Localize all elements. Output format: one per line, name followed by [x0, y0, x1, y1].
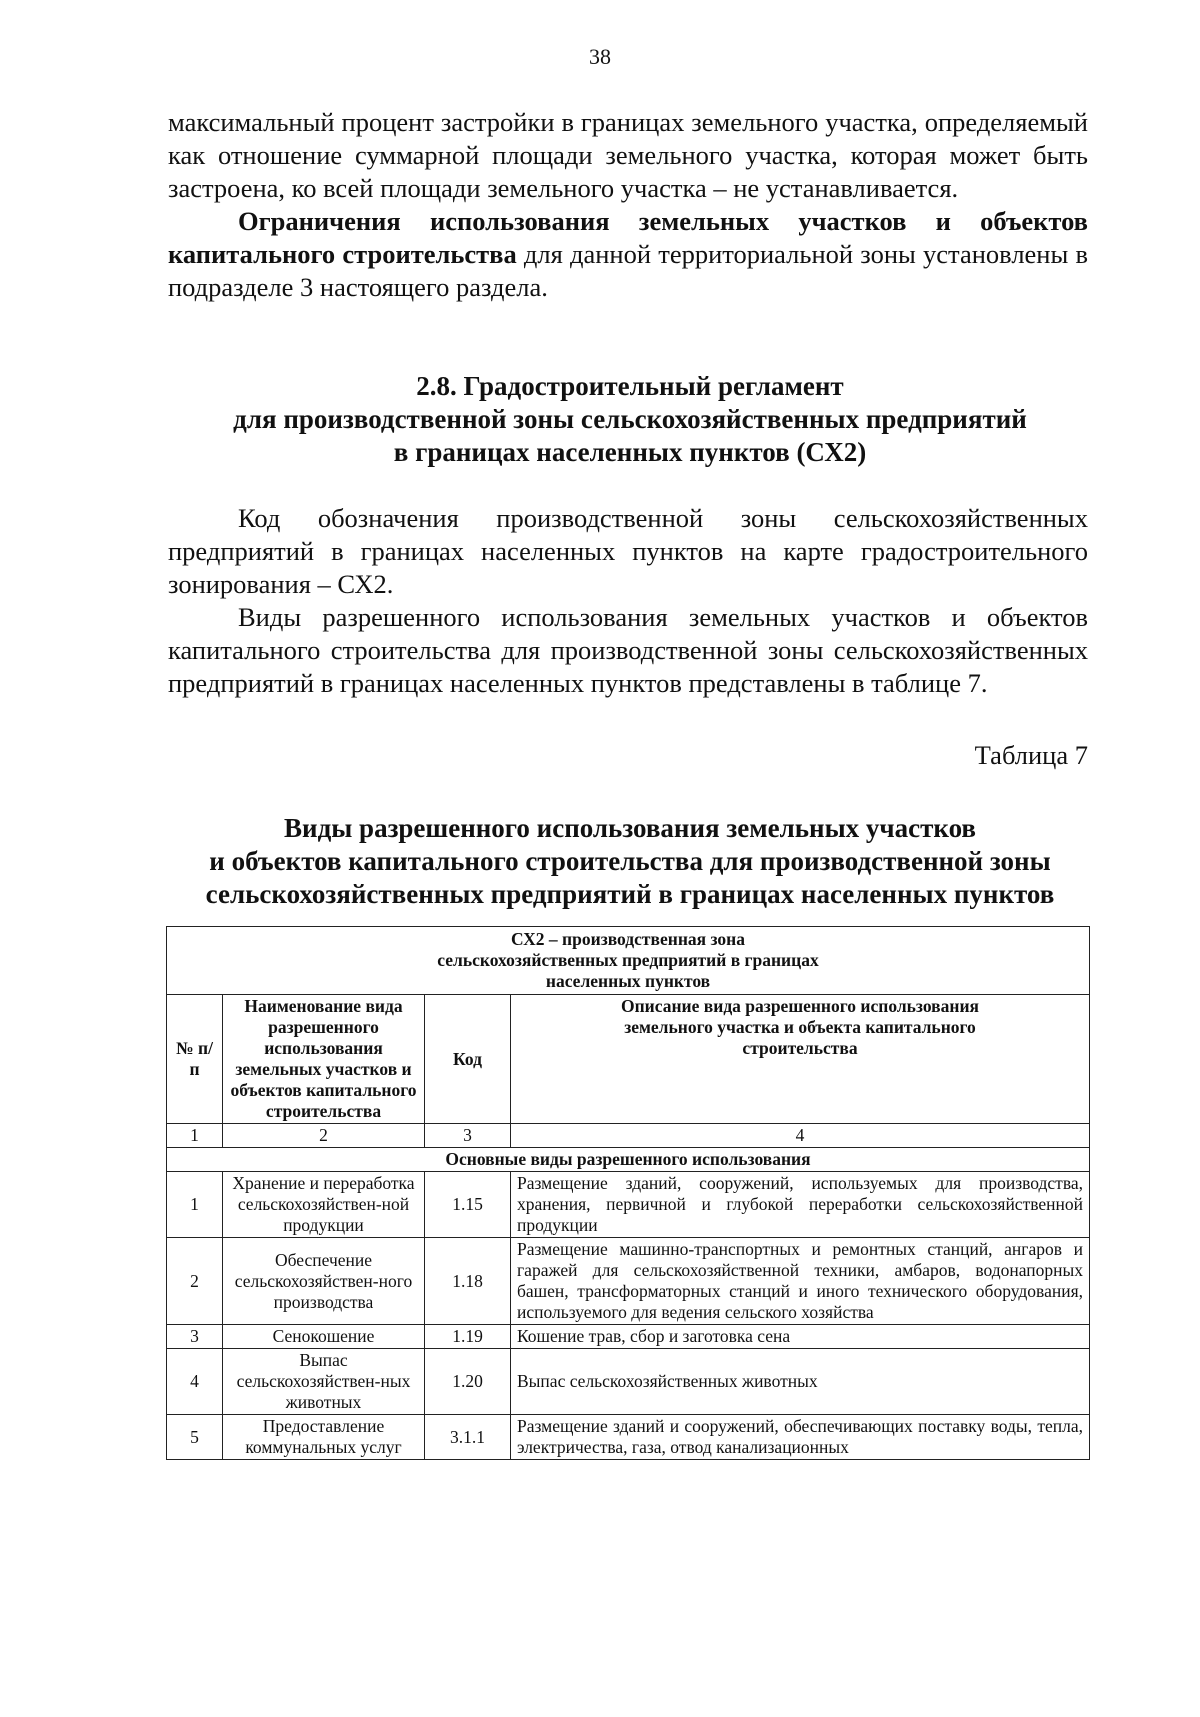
table-row	[167, 1415, 1090, 1460]
restrictions-bold-text: Ограничения использования земельных участков и объектов капитального строительства	[168, 206, 1088, 269]
header-desc: Описание вида разрешенного использования земельного участка и объекта капитального строительства	[511, 995, 1090, 1124]
table-row	[167, 1325, 1090, 1349]
table-section-row	[167, 1148, 1090, 1172]
row-name: Предоставление коммунальных услуг	[223, 1415, 425, 1460]
table-index-row	[167, 1124, 1090, 1148]
row-num: 3	[167, 1325, 223, 1349]
header-num: № п/п	[167, 995, 223, 1124]
section-heading	[150, 370, 1110, 469]
row-code: 1.20	[425, 1349, 511, 1415]
table-heading-line2: и объектов капитального строительства для производственной зоны	[209, 846, 1051, 876]
section-heading-line1: 2.8. Градостроительный регламент	[416, 371, 844, 401]
table-header-row	[167, 995, 1090, 1124]
usage-table	[166, 926, 1090, 1460]
row-num: 4	[167, 1349, 223, 1415]
zone-description-block	[168, 502, 1088, 700]
row-desc: Размещение зданий, сооружений, используемых для производства, хранения, первичной и глубокой переработки сельскохозяйственной продукции	[511, 1172, 1090, 1238]
restrictions-text: для данной территориальной зоны установлены в подразделе 3 настоящего раздела.	[168, 239, 1088, 302]
row-desc: Размещение зданий и сооружений, обеспечивающих поставку воды, тепла, электричества, газа, отвод канализационных	[511, 1415, 1090, 1460]
table-heading-line3: сельскохозяйственных предприятий в границах населенных пунктов	[205, 879, 1055, 909]
paragraph-zone-code: Код обозначения производственной зоны сельскохозяйственных предприятий в границах населенных пунктов на карте градостроительного зонирования – СХ2.	[168, 503, 1088, 599]
paragraph-restrictions	[168, 205, 1088, 304]
row-name: Хранение и переработка сельскохозяйствен-ной продукции	[223, 1172, 425, 1238]
header-code: Код	[425, 995, 511, 1124]
table-row	[167, 1238, 1090, 1325]
table-row	[167, 1172, 1090, 1238]
row-desc: Кошение трав, сбор и заготовка сена	[511, 1325, 1090, 1349]
section-title-cell: Основные виды разрешенного использования	[167, 1148, 1090, 1172]
row-name: Сенокошение	[223, 1325, 425, 1349]
table-heading-line1: Виды разрешенного использования земельных участков	[284, 813, 976, 843]
row-code: 3.1.1	[425, 1415, 511, 1460]
table-row	[167, 1349, 1090, 1415]
row-code: 1.18	[425, 1238, 511, 1325]
row-code: 1.15	[425, 1172, 511, 1238]
paragraph-max-percent: максимальный процент застройки в границах земельного участка, определяемый как отношение суммарной площади земельного участка, которая может быть застроена, ко всей площади земельного участка – не устанавливается.	[168, 107, 1088, 203]
index-cell: 4	[511, 1124, 1090, 1148]
section-heading-line2: для производственной зоны сельскохозяйственных предприятий	[233, 404, 1027, 434]
row-desc: Выпас сельскохозяйственных животных	[511, 1349, 1090, 1415]
section-heading-line3: в границах населенных пунктов (СХ2)	[393, 437, 867, 467]
page-number: 38	[589, 44, 611, 69]
header-name: Наименование вида разрешенного использования земельных участков и объектов капитального строительства	[223, 995, 425, 1124]
row-code: 1.19	[425, 1325, 511, 1349]
intro-block	[168, 106, 1088, 304]
row-num: 1	[167, 1172, 223, 1238]
row-num: 5	[167, 1415, 223, 1460]
index-cell: 1	[167, 1124, 223, 1148]
row-num: 2	[167, 1238, 223, 1325]
index-cell: 2	[223, 1124, 425, 1148]
zone-title-cell: СХ2 – производственная зона сельскохозяйственных предприятий в границах населенных пунктов	[167, 927, 1090, 995]
paragraph-usage-types: Виды разрешенного использования земельных участков и объектов капитального строительства для производственной зоны сельскохозяйственных предприятий в границах населенных пунктов представлены в таблице 7.	[168, 602, 1088, 698]
table-caption: Таблица 7	[974, 740, 1088, 770]
row-desc: Размещение машинно-транспортных и ремонтных станций, ангаров и гаражей для сельскохозяйственной техники, амбаров, водонапорных башен, трансформаторных станций и иного технического оборудования, используемого для ведения сельского хозяйства	[511, 1238, 1090, 1325]
table-zone-row	[167, 927, 1090, 995]
row-name: Обеспечение сельскохозяйствен-ного производства	[223, 1238, 425, 1325]
index-cell: 3	[425, 1124, 511, 1148]
row-name: Выпас сельскохозяйствен-ных животных	[223, 1349, 425, 1415]
table-heading	[150, 812, 1110, 911]
